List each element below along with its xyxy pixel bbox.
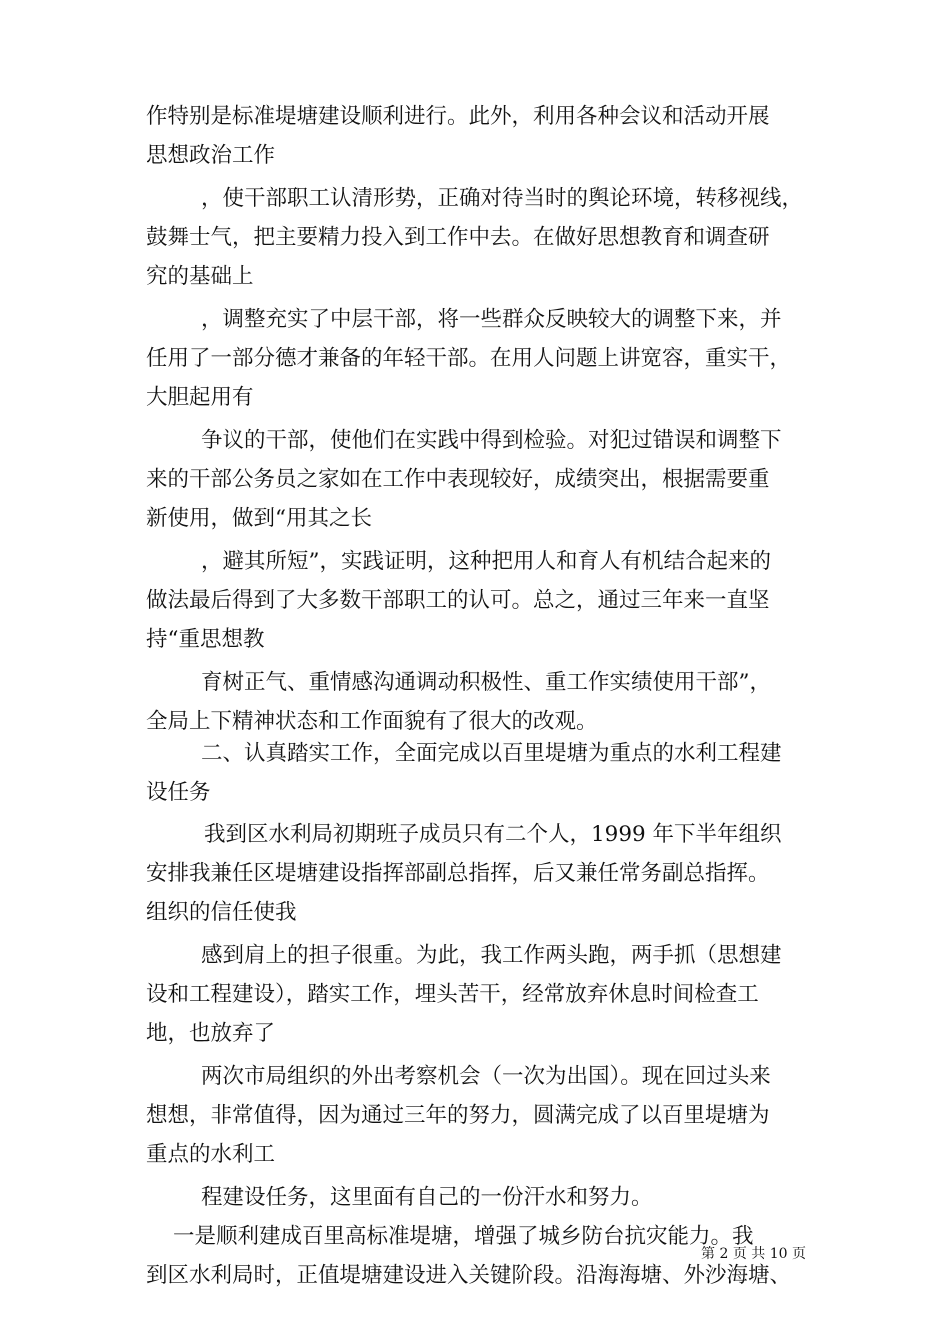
text-line: 育树正气、重情感沟通调动积极性、重工作实绩使用干部”， bbox=[201, 670, 771, 695]
text-line: 思想政治工作 bbox=[146, 143, 276, 168]
text-line: ，使干部职工认清形势，正确对待当时的舆论环境，转移视线， bbox=[201, 186, 804, 211]
text-line: 感到肩上的担子很重。为此，我工作两头跑，两手抓（思想建 bbox=[201, 943, 782, 968]
text-line: 组织的信任使我 bbox=[146, 900, 297, 925]
text-line: 两次市局组织的外出考察机会（一次为出国）。现在回过头来 bbox=[201, 1064, 771, 1089]
text-line: 作特别是标准堤塘建设顺利进行。此外，利用各种会议和活动开展 bbox=[146, 104, 770, 129]
text-line: 来的干部公务员之家如在工作中表现较好，成绩突出，根据需要重 bbox=[146, 467, 770, 492]
text-line: 争议的干部，使他们在实践中得到检验。对犯过错误和调整下 bbox=[201, 428, 782, 453]
text-line: 新使用，做到“用其之长 bbox=[146, 506, 372, 531]
text-line: 究的基础上 bbox=[146, 264, 254, 289]
text-line: 我到区水利局初期班子成员只有二个人，1999 年下半年组织 bbox=[204, 822, 782, 847]
text-line: 大胆起用有 bbox=[146, 385, 254, 410]
text-line: 设任务 bbox=[146, 780, 211, 805]
text-line: 做法最后得到了大多数干部职工的认可。总之，通过三年来一直坚 bbox=[146, 588, 770, 613]
page-number-footer: 第 2 页 共 10 页 bbox=[701, 1246, 806, 1262]
text-line: 到区水利局时，正值堤塘建设进入关键阶段。沿海海塘、外沙海塘、 bbox=[146, 1263, 792, 1288]
text-line: 持“重思想教 bbox=[146, 627, 265, 652]
text-line: 鼓舞士气，把主要精力投入到工作中去。在做好思想教育和调查研 bbox=[146, 225, 770, 250]
text-line: 重点的水利工 bbox=[146, 1142, 276, 1167]
text-line: ，调整充实了中层干部，将一些群众反映较大的调整下来，并 bbox=[201, 307, 782, 332]
text-line: 地，也放弃了 bbox=[146, 1021, 276, 1046]
text-line: 想想，非常值得，因为通过三年的努力，圆满完成了以百里堤塘为 bbox=[146, 1103, 770, 1128]
text-line: 任用了一部分德才兼备的年轻干部。在用人问题上讲宽容，重实干， bbox=[146, 346, 792, 371]
text-line: 程建设任务，这里面有自己的一份汗水和努力。 bbox=[201, 1185, 653, 1210]
text-line: 安排我兼任区堤塘建设指挥部副总指挥，后又兼任常务副总指挥。 bbox=[146, 861, 770, 886]
text-line: 设和工程建设），踏实工作，埋头苦干，经常放弃休息时间检查工 bbox=[146, 982, 759, 1007]
text-line: 二、认真踏实工作，全面完成以百里堤塘为重点的水利工程建 bbox=[201, 741, 782, 766]
text-line: ，避其所短”，实践证明，这种把用人和育人有机结合起来的 bbox=[201, 549, 771, 574]
text-line: 全局上下精神状态和工作面貌有了很大的改观。 bbox=[146, 709, 598, 734]
text-line: 一是顺利建成百里高标准堤塘，增强了城乡防台抗灾能力。我 bbox=[173, 1224, 754, 1249]
